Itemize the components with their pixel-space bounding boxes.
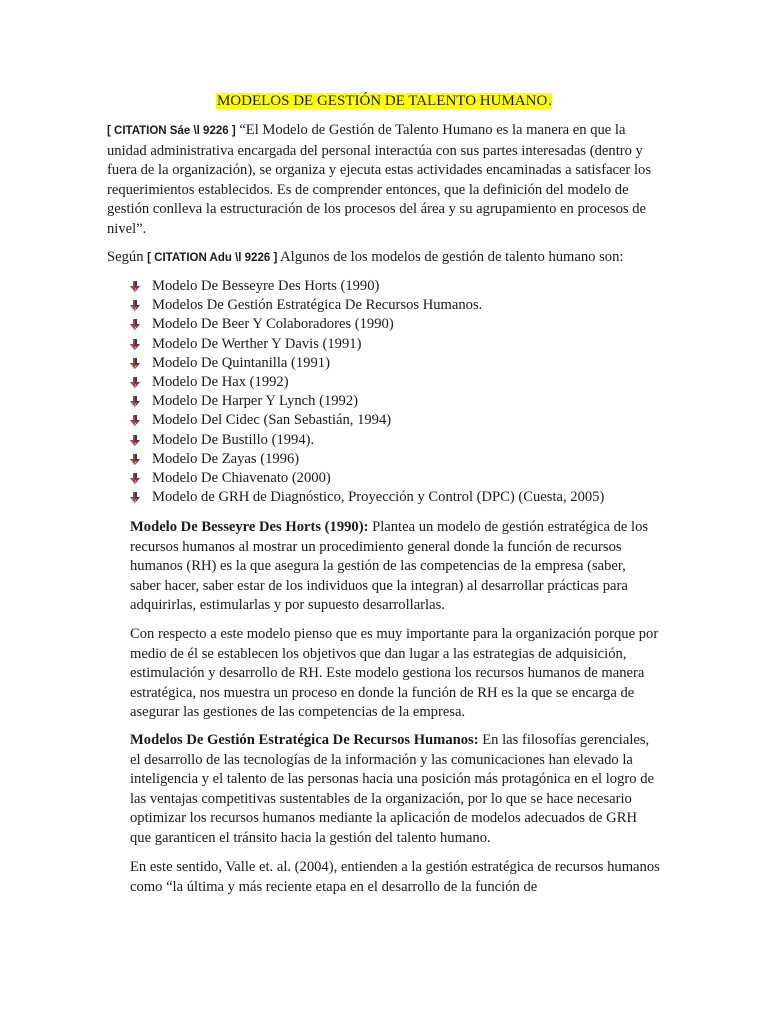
list-item-label: Modelo de GRH de Diagnóstico, Proyección y Control (DPC) (Cuesta, 2005)	[152, 489, 605, 506]
list-item	[129, 373, 669, 392]
arrow-bullet-icon	[129, 492, 141, 504]
arrow-bullet-icon	[129, 319, 141, 331]
section-besseyre	[130, 518, 660, 616]
list-item	[129, 335, 669, 354]
intro-citation: [ CITATION Sáe \l 9226 ]	[107, 125, 236, 137]
title-line	[0, 91, 768, 111]
list-item-label: Modelo Del Cidec (San Sebastián, 1994)	[152, 412, 392, 429]
list-item-label: Modelo De Zayas (1996)	[152, 450, 300, 467]
arrow-bullet-icon	[129, 281, 141, 293]
list-item	[129, 315, 669, 334]
arrow-bullet-icon	[129, 396, 141, 408]
arrow-bullet-icon	[129, 473, 141, 485]
list-item-label: Modelo De Chiavenato (2000)	[152, 470, 331, 487]
intro-text: “El Modelo de Gestión de Talento Humano es la manera en que la unidad administrativa encargada del personal interactúa con sus partes interesadas (dentro y fuera de la organización), se organiza y ejecuta estas actividades encaminadas a satisfacer los requerimientos establecidos. Es de comprender entonces, que la definición del modelo de gestión conlleva la estructuración de los procesos del área y su agrupamiento en procesos de nivel”.	[107, 122, 652, 237]
arrow-bullet-icon	[129, 377, 141, 389]
list-item-label: Modelo De Bustillo (1994).	[152, 431, 315, 448]
segun-paragraph	[107, 248, 663, 269]
list-item	[129, 450, 669, 469]
list-item	[129, 411, 669, 430]
arrow-bullet-icon	[129, 358, 141, 370]
list-item-label: Modelo De Quintanilla (1991)	[152, 354, 330, 371]
intro-paragraph	[107, 121, 663, 239]
section-text: Plantea un modelo de gestión estratégica de los recursos humanos al mostrar un procedimiento general donde la función de recursos humanos (RH) es la que asegura la gestión de las competencias de la empresa (saber, saber hacer, saber estar de los individuos que la integran) al desarrollar prácticas para adquirirlas, estimularlas y por supuesto desarrollarlas.	[130, 519, 649, 613]
list-item-label: Modelo De Werther Y Davis (1991)	[152, 335, 362, 352]
arrow-bullet-icon	[129, 435, 141, 447]
list-item	[129, 431, 669, 450]
section-opinion	[130, 625, 660, 723]
section-text: En las filosofías gerenciales, el desarrollo de las tecnologías de la información y las comunicaciones han elevado la inteligencia y el talento de las personas hacia una posición más protagónica en el logro de las ventajas competitivas sustentables de la organización, por lo que se hace necesario optimizar los recursos humanos mediante la aplicación de modelos adecuados de GRH que garanticen el tránsito hacia la gestión del talento humano.	[130, 732, 654, 846]
list-item-label: Modelo De Hax (1992)	[152, 374, 289, 391]
list-item	[129, 277, 669, 296]
section-heading: Modelos De Gestión Estratégica De Recursos Humanos:	[130, 732, 479, 748]
section-strategic	[130, 731, 660, 848]
list-item	[129, 469, 669, 488]
models-list	[129, 277, 669, 507]
segun-text: Algunos de los modelos de gestión de talento humano son:	[277, 249, 624, 265]
list-item-label: Modelo De Harper Y Lynch (1992)	[152, 393, 359, 410]
list-item	[129, 392, 669, 411]
section-text: Con respecto a este modelo pienso que es muy importante para la organización porque por medio de él se establecen los objetivos que dan lugar a las estrategias de adquisición, estimulación y desarrollo de RH. Este modelo gestiona los recursos humanos de manera estratégica, nos muestra un proceso en donde la función de RH es la que se encarga de asegurar las gestiones de las competencias de la empresa.	[130, 626, 659, 720]
list-item-label: Modelo De Beer Y Colaboradores (1990)	[152, 316, 394, 333]
section-text: En este sentido, Valle et. al. (2004), entienden a la gestión estratégica de recursos humanos como “la última y más reciente etapa en el desarrollo de la función de	[130, 859, 660, 895]
list-item-label: Modelo De Besseyre Des Horts (1990)	[152, 278, 380, 294]
page-title: MODELOS DE GESTIÓN DE TALENTO HUMANO	[216, 93, 548, 109]
list-item	[129, 488, 669, 507]
arrow-bullet-icon	[129, 415, 141, 427]
title-suffix: .	[548, 93, 553, 109]
list-item-label: Modelos De Gestión Estratégica De Recursos Humanos.	[152, 297, 483, 314]
segun-citation: [ CITATION Adu \l 9226 ]	[147, 252, 278, 264]
list-item	[129, 354, 669, 373]
arrow-bullet-icon	[129, 300, 141, 312]
section-heading: Modelo De Besseyre Des Horts (1990):	[130, 519, 369, 535]
list-item	[129, 296, 669, 315]
arrow-bullet-icon	[129, 454, 141, 466]
arrow-bullet-icon	[129, 339, 141, 351]
section-valle	[130, 858, 660, 897]
segun-prefix: Según	[107, 249, 148, 265]
